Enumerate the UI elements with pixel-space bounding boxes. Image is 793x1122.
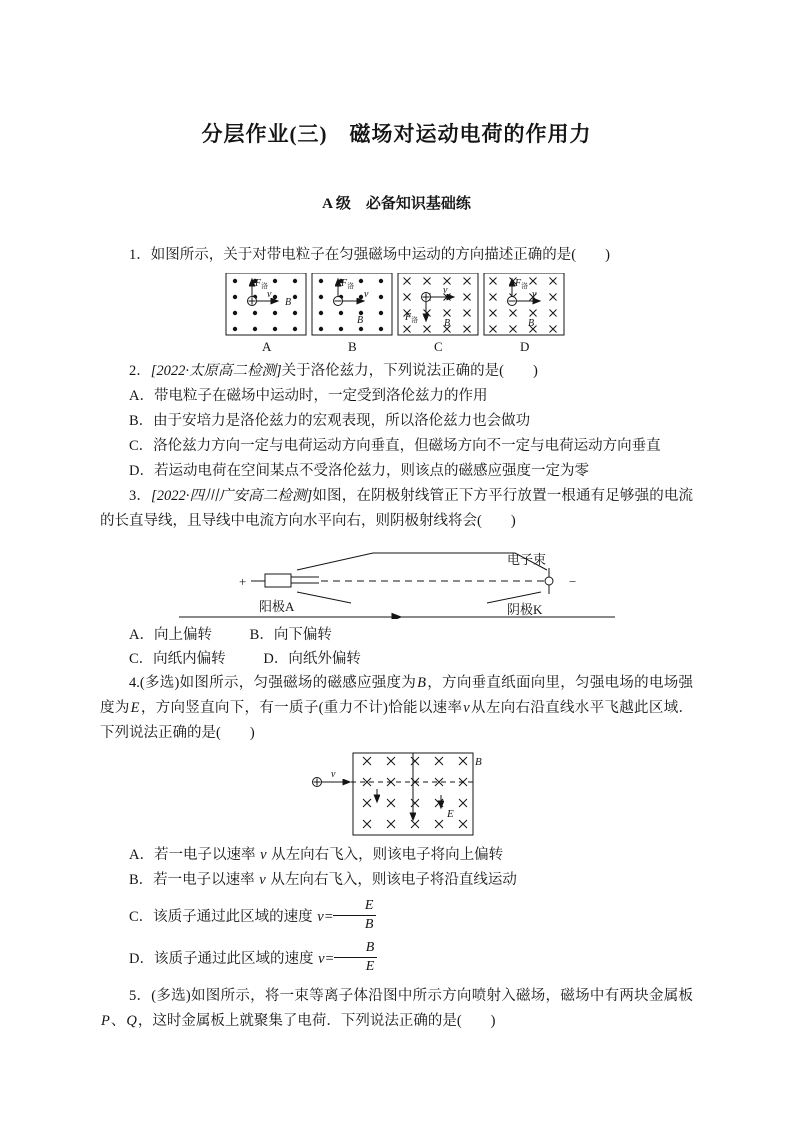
q4-option-c <box>100 900 693 935</box>
cathode-tip <box>545 577 553 585</box>
q2-option-c: C．洛伦兹力方向一定与电荷运动方向垂直，但磁场方向不一定与电荷运动方向垂直 <box>129 438 661 454</box>
q2-number: 2． <box>129 363 151 379</box>
q2-option-d: D．若运动电荷在空间某点不受洛伦兹力，则该点的磁感应强度一定为零 <box>129 463 589 479</box>
q1-figure <box>100 273 693 355</box>
q2-source: [2022·太原高二检测] <box>150 363 282 379</box>
q4-var-E: E <box>130 700 140 716</box>
q4-d-text: D．该质子通过此区域的速度 <box>129 951 318 968</box>
q4-b-var: v <box>259 872 266 888</box>
q1-panel-D <box>484 273 564 354</box>
q2-option-a: A．带电粒子在磁场中运动时，一定受到洛伦兹力的作用 <box>129 388 488 404</box>
page-title: 分层作业(三) 磁场对运动电荷的作用力 <box>201 122 592 146</box>
q4-var-v: v <box>463 700 470 716</box>
q4-option-b <box>100 868 693 893</box>
panel-letter: A <box>262 339 272 354</box>
force-label: $F_洛$ <box>255 278 269 290</box>
q4-text-3: ，方向竖直向下，有一质子(重力不计)恰能以速率 <box>140 700 463 716</box>
q4-d-fraction <box>334 940 378 975</box>
minus-terminal: − <box>568 574 576 589</box>
electron-beam-label: 电子束 <box>506 552 546 567</box>
q2-option-b: B．由于安培力是洛伦兹力的宏观表现，所以洛伦兹力也会做功 <box>129 413 531 429</box>
q3-text: 如图，在阴极射线管正下方平行放置一根通有足够强的电流的长直导线，且导线中电流方向水平向右，则阴极射线将会( ) <box>100 488 694 529</box>
velocity-label: v <box>267 289 272 300</box>
q4-option-d <box>100 942 693 977</box>
q3-source: [2022·四川广安高二检测] <box>151 488 313 504</box>
velocity-label: v <box>364 289 369 300</box>
velocity-label: v <box>443 285 448 296</box>
plus-terminal: + <box>238 574 246 589</box>
q4-c-fraction <box>333 898 377 933</box>
current-wire <box>179 614 615 620</box>
q1-panel-B <box>312 273 392 354</box>
q3-option-b: B．向下偏转 <box>249 627 332 643</box>
q3-number: 3． <box>129 488 152 504</box>
q4-d-equals: = <box>325 951 334 968</box>
section-heading: A 级 必备知识基础练 <box>322 196 471 212</box>
q2-text: 关于洛伦兹力，下列说法正确的是( ) <box>281 363 538 379</box>
panel-letter: D <box>520 339 530 354</box>
q3-option-a: A．向上偏转 <box>129 627 212 643</box>
q1-stem: 1．如图所示，关于对带电粒子在匀强磁场中运动的方向描述正确的是( ) <box>129 247 610 263</box>
q4-c-equals: = <box>324 908 333 925</box>
q4-d-numerator: B <box>334 940 378 958</box>
q5-stem <box>100 984 693 1034</box>
anode-body <box>265 574 291 587</box>
q4-option-a <box>100 843 693 868</box>
q4-text-2: ，方向垂直纸面向里，匀强电场的电场强度为 <box>100 675 694 716</box>
b-label: B <box>357 315 364 326</box>
b-label: B <box>285 297 292 308</box>
q4-var-B: B <box>417 675 426 691</box>
q3-figure <box>100 539 693 619</box>
q1-panel-A <box>226 273 306 354</box>
q4-a-text: A．若一电子以速率 <box>129 847 260 863</box>
q1-figure-svg <box>224 273 569 355</box>
cathode-ray-tube <box>239 552 576 617</box>
q4-c-text: C．该质子通过此区域的速度 <box>129 908 317 925</box>
field-into-page <box>398 273 478 335</box>
q4-stem <box>100 671 693 746</box>
q4-text-4: 从左向右沿直线水平飞越此区域．下列说法正确的是( ) <box>100 700 694 741</box>
q5-text-1: 5．(多选)如图所示，将一束等离子体沿图中所示方向喷射入磁场，磁场中有两块金属板 <box>129 988 693 1005</box>
q1-panel-C <box>398 273 478 354</box>
cathode-label: 阴极K <box>506 602 542 617</box>
force-label: $F_洛$ <box>341 278 355 290</box>
q3-option-d: D．向纸外偏转 <box>263 651 361 667</box>
q4-b-text-2: 从左向右飞入，则该电子将沿直线运动 <box>266 872 517 888</box>
q4-a-text-2: 从左向右飞入，则该电子将向上偏转 <box>267 847 504 863</box>
q5-text-2: 、 <box>110 1013 126 1030</box>
b-label: B <box>528 318 535 329</box>
force-label: $F_洛$ <box>405 312 419 324</box>
q3-option-c: C．向纸内偏转 <box>129 651 226 667</box>
current-direction-arrow <box>392 614 401 620</box>
b-field-label: B <box>474 756 482 768</box>
q4-d-var: v <box>318 951 325 968</box>
q3-stem <box>100 484 693 534</box>
b-label: B <box>444 318 451 329</box>
anode-label: 阳极A <box>258 599 294 614</box>
q4-a-var: v <box>260 847 267 863</box>
force-label: $F_洛$ <box>515 278 529 290</box>
velocity-label: v <box>532 289 537 300</box>
q3-options-row-2 <box>100 647 693 671</box>
e-field-label: E <box>446 808 454 820</box>
q3-figure-svg <box>177 539 617 619</box>
q4-c-var: v <box>317 908 324 925</box>
q5-var-Q: Q <box>126 1013 137 1030</box>
q4-text-1: 4.(多选)如图所示，匀强磁场的磁感应强度为 <box>129 675 417 691</box>
q5-var-P: P <box>101 1013 110 1030</box>
q5-text-3: ，这时金属板上就聚集了电荷．下列说法正确的是( ) <box>137 1013 496 1030</box>
tube-outline-bottom-left <box>297 592 351 603</box>
panel-letter: B <box>348 339 357 354</box>
q3-options-row-1 <box>100 623 693 647</box>
q4-c-denominator: B <box>364 917 374 933</box>
q4-figure-svg <box>307 751 487 839</box>
panel-letter: C <box>434 339 443 354</box>
q4-d-denominator: E <box>365 959 375 975</box>
q4-c-numerator: E <box>333 898 377 916</box>
velocity-label: v <box>330 769 335 780</box>
q4-figure <box>100 751 693 839</box>
q2-stem <box>100 359 693 384</box>
q4-b-text: B．若一电子以速率 <box>129 872 259 888</box>
